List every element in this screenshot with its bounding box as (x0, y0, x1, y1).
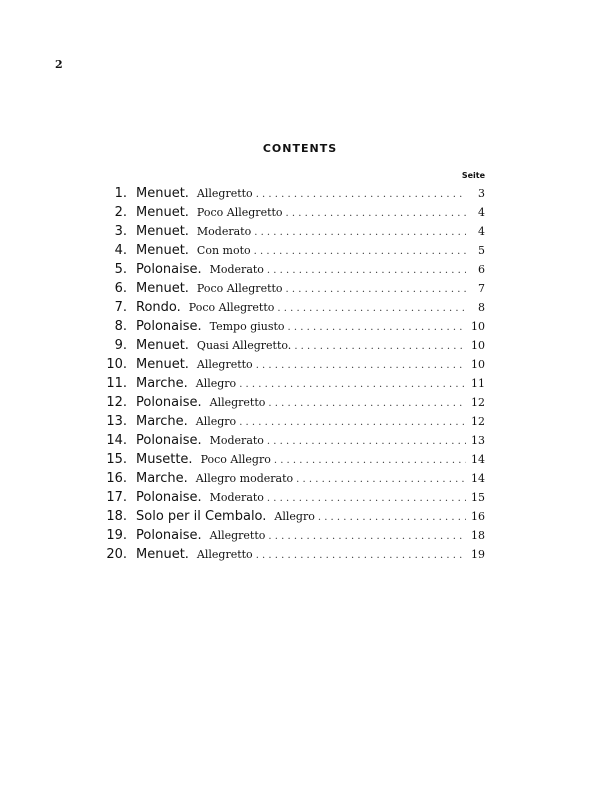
entry-page: 5 (478, 244, 485, 257)
dot-leader (239, 375, 466, 394)
entry-tempo: Allegro (195, 415, 237, 428)
dot-leader (274, 451, 466, 470)
contents-entry (100, 279, 485, 298)
contents-entry (100, 260, 485, 279)
contents-entry (100, 393, 485, 412)
entry-page: 8 (478, 301, 485, 314)
entry-number: 2. (114, 205, 127, 220)
contents-entry (100, 488, 485, 507)
contents-entry (100, 336, 485, 355)
entry-number: 13. (106, 414, 127, 429)
entry-tempo: Quasi Allegretto. (196, 339, 292, 352)
entry-page: 4 (478, 225, 485, 238)
entry-tempo: Allegretto (209, 529, 266, 542)
entry-number: 10. (106, 357, 127, 372)
contents-entry (100, 374, 485, 393)
entry-number: 17. (106, 490, 127, 505)
entry-title: Menuet. (136, 281, 189, 296)
dot-leader (254, 242, 466, 261)
dot-leader (318, 508, 466, 527)
entry-tempo: Allegro moderato (195, 472, 294, 485)
entry-page: 6 (478, 263, 485, 276)
contents-entry (100, 450, 485, 469)
entry-tempo: Allegretto (196, 548, 253, 561)
entry-title: Menuet. (136, 243, 189, 258)
entry-page: 12 (471, 415, 485, 428)
dot-leader (296, 470, 466, 489)
entry-title: Marche. (136, 471, 188, 486)
entry-tempo: Moderato (209, 263, 264, 276)
contents-list (100, 184, 485, 564)
entry-number: 3. (114, 224, 127, 239)
entry-tempo: Poco Allegretto (196, 282, 283, 295)
entry-tempo: Moderato (196, 225, 252, 238)
entry-number: 11. (106, 376, 127, 391)
entry-title: Solo per il Cembalo. (136, 509, 267, 524)
entry-tempo: Allegretto (209, 396, 266, 409)
contents-entry (100, 184, 485, 203)
entry-tempo: Poco Allegretto (196, 206, 283, 219)
contents-entry (100, 469, 485, 488)
entry-page: 10 (471, 339, 485, 352)
entry-number: 1. (114, 186, 127, 201)
entry-number: 5. (114, 262, 127, 277)
contents-entry (100, 298, 485, 317)
entry-tempo: Moderato (209, 491, 264, 504)
entry-title: Menuet. (136, 338, 189, 353)
entry-number: 15. (106, 452, 127, 467)
contents-entry (100, 203, 485, 222)
entry-page: 19 (471, 548, 485, 561)
entry-page: 10 (471, 358, 485, 371)
entry-number: 8. (114, 319, 127, 334)
entry-page: 4 (478, 206, 485, 219)
page-column-header: Seite (461, 171, 485, 180)
entry-title: Polonaise. (136, 528, 202, 543)
entry-title: Marche. (136, 414, 188, 429)
contents-entry (100, 355, 485, 374)
entry-title: Menuet. (136, 186, 189, 201)
entry-title: Marche. (136, 376, 188, 391)
entry-page: 14 (471, 453, 485, 466)
entry-page: 12 (471, 396, 485, 409)
entry-page: 7 (478, 282, 485, 295)
entry-tempo: Con moto (196, 244, 251, 257)
entry-number: 14. (106, 433, 127, 448)
entry-page: 16 (471, 510, 485, 523)
entry-page: 15 (471, 491, 485, 504)
entry-title: Polonaise. (136, 395, 202, 410)
contents-entry (100, 241, 485, 260)
dot-leader (256, 356, 466, 375)
entry-title: Musette. (136, 452, 193, 467)
entry-tempo: Allegro (195, 377, 237, 390)
dot-leader (288, 318, 466, 337)
entry-number: 12. (106, 395, 127, 410)
entry-tempo: Tempo giusto (209, 320, 285, 333)
entry-tempo: Poco Allegro (200, 453, 271, 466)
dot-leader (267, 261, 466, 280)
contents-entry (100, 317, 485, 336)
dot-leader (267, 432, 466, 451)
entry-page: 18 (471, 529, 485, 542)
entry-title: Menuet. (136, 205, 189, 220)
entry-title: Polonaise. (136, 490, 202, 505)
page-title: CONTENTS (262, 142, 338, 155)
dot-leader (286, 204, 466, 223)
entry-number: 18. (106, 509, 127, 524)
entry-page: 10 (471, 320, 485, 333)
entry-page: 11 (471, 377, 485, 390)
entry-tempo: Moderato (209, 434, 264, 447)
dot-leader (254, 223, 466, 242)
page-number: 2 (55, 58, 63, 71)
entry-page: 3 (478, 187, 485, 200)
dot-leader (256, 546, 466, 565)
entry-number: 6. (114, 281, 127, 296)
entry-title: Rondo. (136, 300, 181, 315)
entry-number: 4. (114, 243, 127, 258)
dot-leader (286, 280, 466, 299)
dot-leader (268, 394, 466, 413)
entry-number: 9. (114, 338, 127, 353)
dot-leader (294, 337, 466, 356)
contents-entry (100, 412, 485, 431)
entry-page: 14 (471, 472, 485, 485)
entry-number: 16. (106, 471, 127, 486)
entry-title: Polonaise. (136, 262, 202, 277)
dot-leader (239, 413, 466, 432)
entry-title: Polonaise. (136, 433, 202, 448)
entry-title: Menuet. (136, 224, 189, 239)
entry-page: 13 (471, 434, 485, 447)
contents-entry (100, 545, 485, 564)
contents-entry (100, 507, 485, 526)
dot-leader (268, 527, 466, 546)
contents-entry (100, 431, 485, 450)
entry-title: Polonaise. (136, 319, 202, 334)
entry-tempo: Allegretto (196, 187, 253, 200)
entry-tempo: Allegretto (196, 358, 253, 371)
contents-entry (100, 526, 485, 545)
dot-leader (256, 185, 466, 204)
entry-title: Menuet. (136, 547, 189, 562)
entry-tempo: Poco Allegretto (188, 301, 275, 314)
entry-number: 7. (114, 300, 127, 315)
dot-leader (277, 299, 466, 318)
entry-tempo: Allegro (274, 510, 315, 523)
entry-title: Menuet. (136, 357, 189, 372)
contents-entry (100, 222, 485, 241)
entry-number: 20. (106, 547, 127, 562)
dot-leader (267, 489, 466, 508)
entry-number: 19. (106, 528, 127, 543)
